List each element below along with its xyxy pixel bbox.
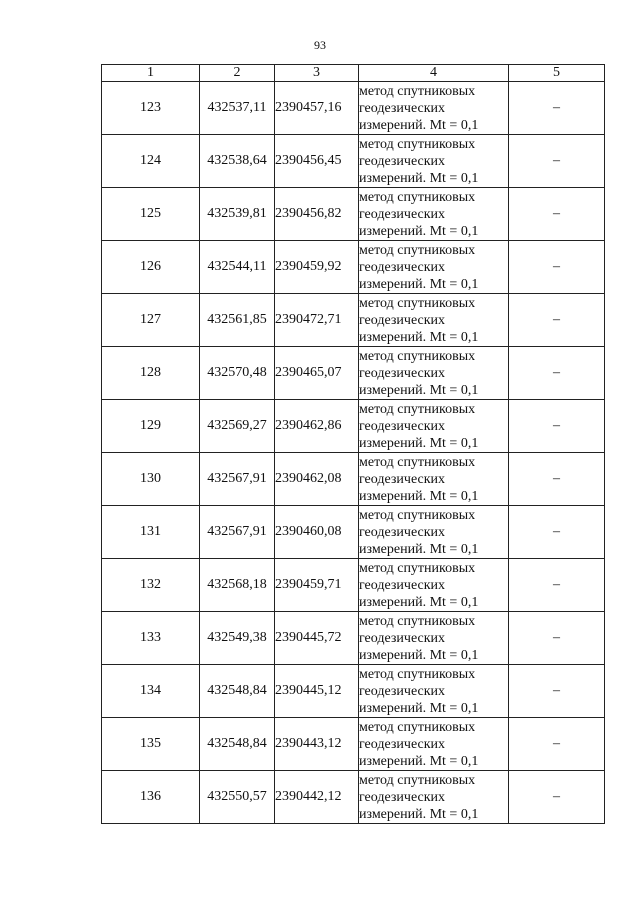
table-row: [102, 771, 605, 824]
x-coordinate-cell: 432549,38: [200, 612, 275, 665]
method-line: геодезических: [359, 471, 446, 487]
note-cell: –: [509, 665, 605, 718]
method-line: геодезических: [359, 577, 446, 593]
x-coordinate-cell: 432548,84: [200, 718, 275, 771]
x-coordinate-cell: 432550,57: [200, 771, 275, 824]
header-cell-5: 5: [509, 65, 605, 82]
method-cell: [359, 612, 509, 665]
method-line: геодезических: [359, 683, 446, 699]
y-coordinate-cell: 2390459,92: [275, 241, 359, 294]
note-cell: –: [509, 612, 605, 665]
method-line: геодезических: [359, 524, 446, 540]
y-coordinate-cell: 2390462,08: [275, 453, 359, 506]
note-cell: –: [509, 400, 605, 453]
method-cell: [359, 506, 509, 559]
method-line: измерений. Mt = 0,1: [359, 647, 479, 663]
page-number: 93: [314, 38, 326, 52]
method-line: измерений. Mt = 0,1: [359, 276, 479, 292]
note-cell: –: [509, 453, 605, 506]
note-cell: –: [509, 82, 605, 135]
point-number-cell: 130: [102, 453, 200, 506]
method-line: измерений. Mt = 0,1: [359, 594, 479, 610]
method-cell: [359, 718, 509, 771]
x-coordinate-cell: 432539,81: [200, 188, 275, 241]
table-row: [102, 718, 605, 771]
note-cell: –: [509, 506, 605, 559]
x-coordinate-cell: 432567,91: [200, 453, 275, 506]
header-cell-1: 1: [102, 65, 200, 82]
y-coordinate-cell: 2390459,71: [275, 559, 359, 612]
x-coordinate-cell: 432548,84: [200, 665, 275, 718]
note-cell: –: [509, 559, 605, 612]
y-coordinate-cell: 2390445,72: [275, 612, 359, 665]
method-line: геодезических: [359, 100, 446, 116]
point-number-cell: 129: [102, 400, 200, 453]
y-coordinate-cell: 2390456,82: [275, 188, 359, 241]
x-coordinate-cell: 432538,64: [200, 135, 275, 188]
table-body: [102, 82, 605, 824]
header-cell-2: 2: [200, 65, 275, 82]
point-number-cell: 125: [102, 188, 200, 241]
method-line: метод спутниковых: [359, 242, 476, 258]
note-cell: –: [509, 347, 605, 400]
method-line: геодезических: [359, 153, 446, 169]
method-line: метод спутниковых: [359, 719, 476, 735]
method-line: геодезических: [359, 736, 446, 752]
method-line: измерений. Mt = 0,1: [359, 329, 479, 345]
method-line: метод спутниковых: [359, 613, 476, 629]
point-number-cell: 135: [102, 718, 200, 771]
method-line: метод спутниковых: [359, 83, 476, 99]
method-line: геодезических: [359, 206, 446, 222]
method-line: измерений. Mt = 0,1: [359, 541, 479, 557]
method-line: метод спутниковых: [359, 295, 476, 311]
method-line: измерений. Mt = 0,1: [359, 700, 479, 716]
method-cell: [359, 771, 509, 824]
method-line: измерений. Mt = 0,1: [359, 170, 479, 186]
point-number-cell: 133: [102, 612, 200, 665]
x-coordinate-cell: 432570,48: [200, 347, 275, 400]
method-line: измерений. Mt = 0,1: [359, 382, 479, 398]
method-line: измерений. Mt = 0,1: [359, 223, 479, 239]
method-cell: [359, 188, 509, 241]
note-cell: –: [509, 241, 605, 294]
method-line: измерений. Mt = 0,1: [359, 435, 479, 451]
method-cell: [359, 559, 509, 612]
table-row: [102, 559, 605, 612]
method-line: геодезических: [359, 259, 446, 275]
method-cell: [359, 135, 509, 188]
method-cell: [359, 294, 509, 347]
method-line: метод спутниковых: [359, 507, 476, 523]
header-cell-4: 4: [359, 65, 509, 82]
coordinates-table: [101, 64, 605, 824]
method-cell: [359, 241, 509, 294]
y-coordinate-cell: 2390460,08: [275, 506, 359, 559]
method-line: метод спутниковых: [359, 772, 476, 788]
table-header: [102, 65, 605, 82]
table-row: [102, 506, 605, 559]
y-coordinate-cell: 2390443,12: [275, 718, 359, 771]
method-cell: [359, 453, 509, 506]
table-row: [102, 347, 605, 400]
header-row: [102, 65, 605, 82]
point-number-cell: 136: [102, 771, 200, 824]
table-row: [102, 400, 605, 453]
method-line: геодезических: [359, 418, 446, 434]
table-row: [102, 453, 605, 506]
y-coordinate-cell: 2390457,16: [275, 82, 359, 135]
method-line: измерений. Mt = 0,1: [359, 117, 479, 133]
method-cell: [359, 400, 509, 453]
table-row: [102, 135, 605, 188]
method-cell: [359, 665, 509, 718]
point-number-cell: 127: [102, 294, 200, 347]
method-line: метод спутниковых: [359, 454, 476, 470]
x-coordinate-cell: 432569,27: [200, 400, 275, 453]
y-coordinate-cell: 2390472,71: [275, 294, 359, 347]
table-row: [102, 82, 605, 135]
method-line: метод спутниковых: [359, 136, 476, 152]
method-line: метод спутниковых: [359, 189, 476, 205]
y-coordinate-cell: 2390456,45: [275, 135, 359, 188]
x-coordinate-cell: 432568,18: [200, 559, 275, 612]
method-line: геодезических: [359, 312, 446, 328]
point-number-cell: 134: [102, 665, 200, 718]
y-coordinate-cell: 2390462,86: [275, 400, 359, 453]
x-coordinate-cell: 432567,91: [200, 506, 275, 559]
table-row: [102, 612, 605, 665]
table-row: [102, 188, 605, 241]
point-number-cell: 126: [102, 241, 200, 294]
y-coordinate-cell: 2390465,07: [275, 347, 359, 400]
note-cell: –: [509, 294, 605, 347]
point-number-cell: 128: [102, 347, 200, 400]
point-number-cell: 123: [102, 82, 200, 135]
method-line: метод спутниковых: [359, 401, 476, 417]
point-number-cell: 131: [102, 506, 200, 559]
note-cell: –: [509, 771, 605, 824]
x-coordinate-cell: 432537,11: [200, 82, 275, 135]
note-cell: –: [509, 718, 605, 771]
method-line: измерений. Mt = 0,1: [359, 806, 479, 822]
method-cell: [359, 347, 509, 400]
y-coordinate-cell: 2390445,12: [275, 665, 359, 718]
table-row: [102, 294, 605, 347]
method-line: геодезических: [359, 789, 446, 805]
note-cell: –: [509, 188, 605, 241]
note-cell: –: [509, 135, 605, 188]
header-cell-3: 3: [275, 65, 359, 82]
table-row: [102, 241, 605, 294]
method-cell: [359, 82, 509, 135]
method-line: геодезических: [359, 365, 446, 381]
method-line: метод спутниковых: [359, 666, 476, 682]
x-coordinate-cell: 432544,11: [200, 241, 275, 294]
table-row: [102, 665, 605, 718]
method-line: измерений. Mt = 0,1: [359, 753, 479, 769]
method-line: метод спутниковых: [359, 348, 476, 364]
x-coordinate-cell: 432561,85: [200, 294, 275, 347]
method-line: геодезических: [359, 630, 446, 646]
method-line: измерений. Mt = 0,1: [359, 488, 479, 504]
point-number-cell: 132: [102, 559, 200, 612]
point-number-cell: 124: [102, 135, 200, 188]
method-line: метод спутниковых: [359, 560, 476, 576]
y-coordinate-cell: 2390442,12: [275, 771, 359, 824]
